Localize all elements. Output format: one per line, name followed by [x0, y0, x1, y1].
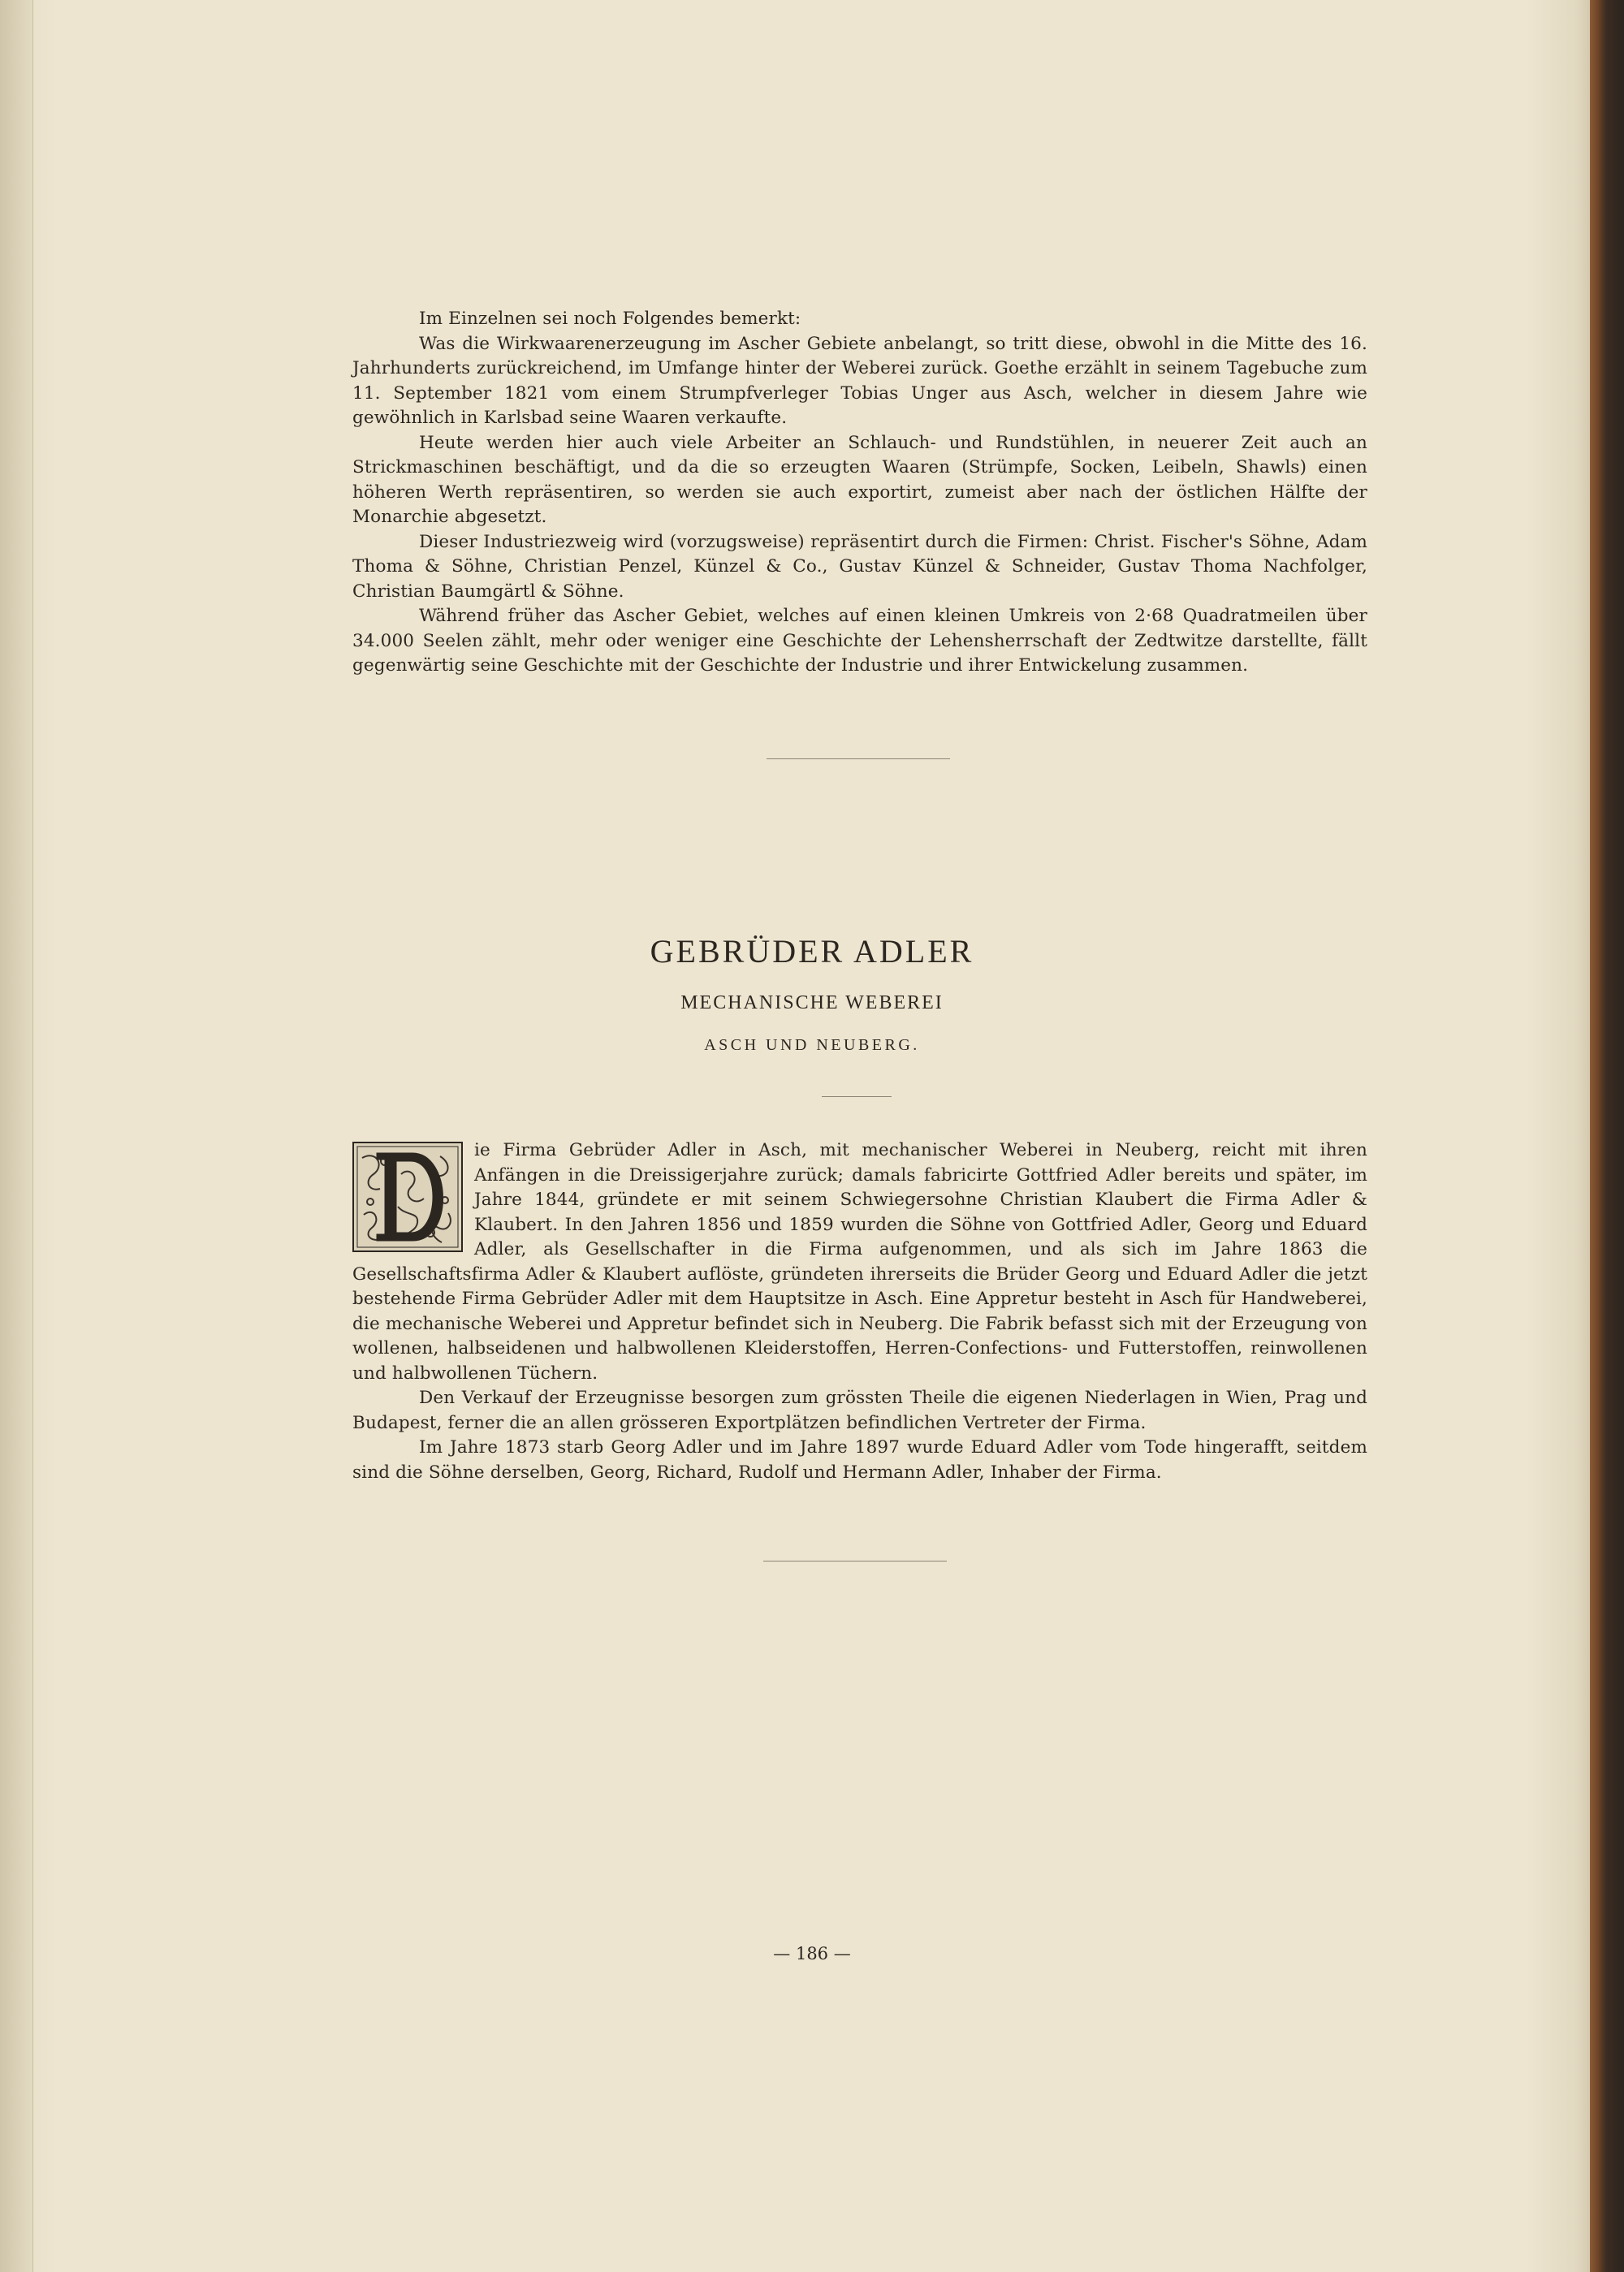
paragraph: Dieser Industriezweig wird (vorzugsweise) repräsentirt durch die Firmen: Christ. Fischer's Söhne, Adam Thoma & Söhne, Christian Penzel, Künzel & Co., Gustav Künzel & Schneider, Gustav Thoma Nachfolger, Christian Baumgärtl & Söhne. — [352, 531, 1367, 602]
firm-subtitle: MECHANISCHE WEBEREI — [680, 992, 944, 1013]
paragraph: Den Verkauf der Erzeugnisse besorgen zum grössten Theile die eigenen Niederlagen in Wien, Prag und Budapest, ferner die an allen grösseren Exportplätzen befindlichen Vertreter der Firma. — [352, 1388, 1367, 1433]
book-spine — [1590, 0, 1624, 2272]
section-divider — [767, 758, 950, 759]
first-paragraph-text: ie Firma Gebrüder Adler in Asch, mit mechanischer Weberei in Neuberg, reicht mit ihren Anfängen in die Dreissigerjahre zurück; damals fabricirte Gottfried Adler bereits und später, im Jahre 1844, gründete er mit seinem Schwiegersohne Christian Klaubert die Firma Adler & Klaubert. In den Jahren 1856 und 1859 wurden die Söhne von Gottfried Adler, Georg und Eduard Adler, als Gesellschafter in die Firma aufgenommen, und als sich im Jahre 1863 die Gesellschaftsfirma Adler & Klaubert auflöste, gründeten ihrerseits die Brüder Georg und Eduard Adler die jetzt bestehende Firma Gebrüder Adler mit dem Hauptsitze in Asch. Eine Appretur besteht in Asch für Handweberei, die mechanische Weberei und Appretur befindet sich in Neuberg. Die Fabrik befasst sich mit der Erzeugung von wollenen, halbseidenen und halbwollenen Kleiderstoffen, Herren-Confections- und Futterstoffen, reinwollenen und halbwollenen Tüchern. — [352, 1140, 1367, 1384]
ornamental-initial-d-icon — [352, 1142, 463, 1252]
intro-line: Im Einzelnen sei noch Folgendes bemerkt: — [419, 309, 801, 329]
ornamental-initial-d — [352, 1142, 463, 1252]
title-rule — [822, 1096, 892, 1097]
paragraph: Heute werden hier auch viele Arbeiter an Schlauch- und Rundstühlen, in neuerer Zeit auch an Strickmaschinen beschäftigt, und da die so erzeugten Waaren (Strümpfe, Socken, Leibeln, Shawls) einen höheren Werth repräsentiren, so werden sie auch exportirt, zumeist aber nach der östlichen Hälfte der Monarchie abgesetzt. — [352, 432, 1367, 527]
firm-location: ASCH UND NEUBERG. — [704, 1036, 920, 1054]
paragraph: Im Jahre 1873 starb Georg Adler und im Jahre 1897 wurde Eduard Adler vom Tode hingerafft, seitdem sind die Söhne derselben, Georg, Richard, Rudolf und Hermann Adler, Inhaber der Firma. — [352, 1437, 1367, 1483]
firm-history-paragraph — [352, 1138, 1367, 1386]
paragraph: Während früher das Ascher Gebiet, welches auf einen kleinen Umkreis von 2·68 Quadratmeilen über 34.000 Seelen zählt, mehr oder weniger eine Geschichte der Lehensherrschaft der Zedtwitze darstellte, fällt gegenwärtig seine Geschichte mit der Geschichte der Industrie und ihrer Entwickelung zusammen. — [352, 606, 1367, 676]
page-edge — [0, 0, 33, 2272]
paragraph: Was die Wirkwaarenerzeugung im Ascher Gebiete anbelangt, so tritt diese, obwohl in die Mitte des 16. Jahrhunderts zurückreichend, im Umfange hinter der Weberei zurück. Goethe erzählt in seinem Tagebuche zum 11. September 1821 vom einem Strumpfverleger Tobias Unger aus Asch, welcher in diesem Jahre wie gewöhnlich in Karlsbad seine Waaren verkaufte. — [352, 333, 1367, 428]
firm-title: GEBRÜDER ADLER — [650, 933, 974, 970]
section-one-text — [352, 307, 1367, 679]
page-number: — 186 — — [773, 1944, 851, 1963]
section-two-text — [352, 1138, 1367, 1485]
